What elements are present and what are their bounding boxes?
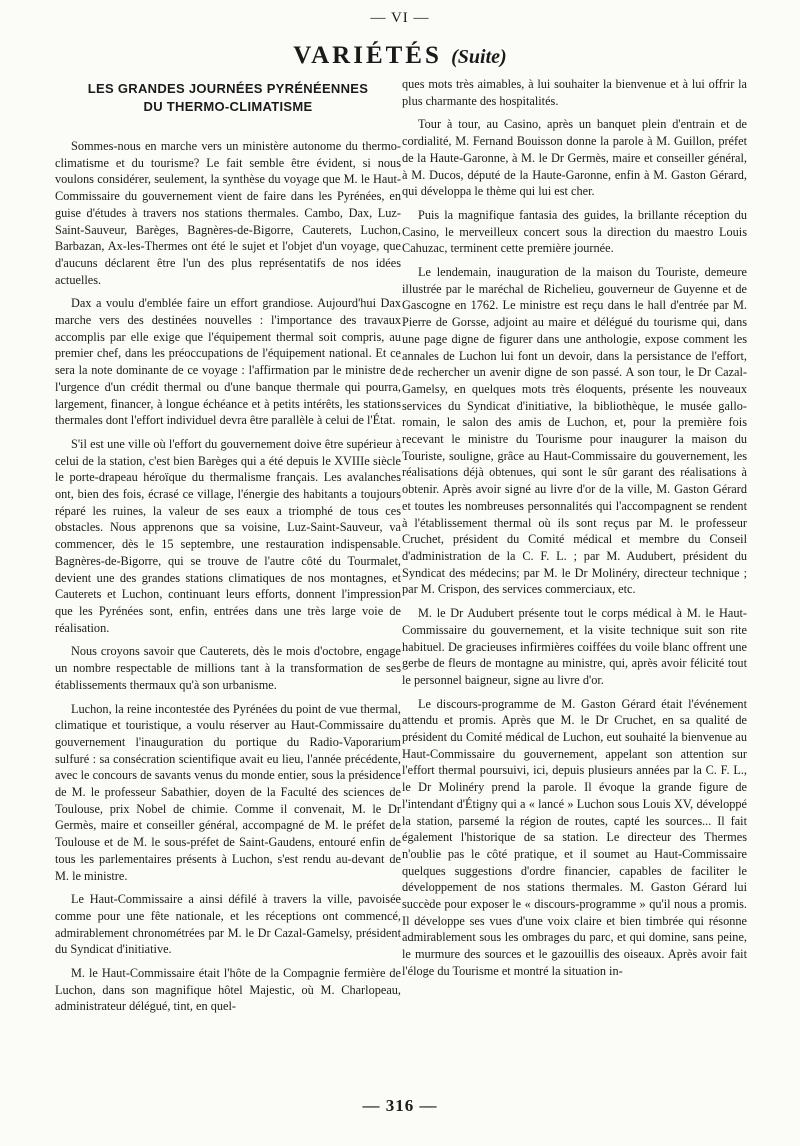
article-title-line-2: DU THERMO-CLIMATISME — [143, 99, 313, 114]
section-name: VARIÉTÉS — [293, 42, 442, 69]
paragraph: Le Haut-Commissaire a ainsi défilé à travers la ville, pavoisée comme pour une fête nationale, et les réceptions ont commencé, admirablement chronométrées par M. le Dr Cazal-Gamelsy, président du Syndicat d'initiative. — [55, 892, 401, 957]
article-title — [55, 80, 401, 116]
paragraph: Le lendemain, inauguration de la maison du Touriste, demeure illustrée par le maréchal de Richelieu, gouverneur de Guyenne et de Gascogne en 1762. Le ministre est reçu dans le hall d'entrée par M. Pierre de Gorsse, adjoint au maire et délégué du tourisme qui, dans une page digne de figurer dans une anthologie, expose comment les annales de Luchon lui font un devoir, dans la persistance de l'effort, de rechercher un avenir digne de son passé. A son tour, le Dr Cazal-Gamelsy, en quelques mots très éloquents, présente les nouveaux services du Syndicat d'initiative, la bibliothèque, le musée gallo-romain, le salon des amis de Luchon, et, pour la première fois recevant le ministre du Tourisme pour inaugurer la maison du Touriste, souligne, grâce au Haut-Commissaire du gouvernement, les réalisations déjà obtenues, qui sont le sûr garant des réalisations à obtenir. Après avoir signé au livre d'or de la ville, M. Gaston Gérard et toutes les nombreuses personnalités qui l'accompagnent se rendent à l'établissement thermal où ils sont reçus par M. le professeur Cruchet, président du Comité médical et membre du Conseil d'administration de la C. F. L. ; par M. Audubert, président du Syndicat des médecins; par M. le Dr Molinéry, directeur technique ; par M. Crispon, des services commerciaux, etc. — [402, 265, 747, 597]
paragraph: Sommes-nous en marche vers un ministère autonome du thermo-climatisme et du tourisme? Le fait semble être évident, si nous voulons considérer, seulement, la synthèse du voyage que M. le Haut-Commissaire du gouvernement vient de faire dans les Pyrénées, en guise d'études à travers nos stations thermales. Cambo, Dax, Luz-Saint-Sauveur, Barèges, Bagnères-de-Bigorre, Cauterets, Luchon, Barbazan, Ax-les-Thermes ont été le sujet et l'objet d'un voyage, que d'aucuns déclarent être l'un des plus représentatifs de nos idées actuelles. — [55, 139, 401, 287]
paragraph: M. le Dr Audubert présente tout le corps médical à M. le Haut-Commissaire du gouvernement, et la visite technique suit son rite habituel. De gracieuses infirmières coiffées du voile blanc offrent une gerbe de fleurs de montagne au ministre, qui, après avoir félicité tout le personnel baigneur, signe au livre d'or. — [402, 606, 747, 687]
section-title — [0, 42, 800, 70]
paragraph: Dax a voulu d'emblée faire un effort grandiose. Aujourd'hui Dax marche vers des destinées nouvelles : l'importance des travaux accomplis par elle exige que l'équipement thermal soit compris, au premier chef, dans les préoccupations de l'équipement national. Et ce sera la note dominante de ce voyage : l'affirmation par le ministre de l'urgence d'un crédit thermal ou d'une banque thermale qui pourra, largement, financer, à longue échéance et à petits intérêts, les stations thermales dont l'effort individuel devra être parallèle à celui de l'État. — [55, 296, 401, 428]
article-title-line-1: LES GRANDES JOURNÉES PYRÉNÉENNES — [87, 81, 369, 96]
page-number: — 316 — — [362, 1096, 438, 1115]
paragraph: Puis la magnifique fantasia des guides, la brillante réception du Casino, le merveilleux concert sous la direction du maestro Louis Cahuzac, terminent cette première journée. — [402, 207, 747, 256]
paragraph: Tour à tour, au Casino, après un banquet plein d'entrain et de cordialité, M. Fernand Bouisson donne la parole à M. Guillon, préfet de la Haute-Garonne, à M. le Dr Germès, maire et conseiller général, à M. Ducos, député de la Haute-Garonne, enfin à M. Gaston Gérard, qui développa le thème qui lui est cher. — [402, 117, 747, 199]
roman-page-number: — VI — — [370, 10, 430, 26]
paragraph-continued: ques mots très aimables, à lui souhaiter la bienvenue et à lui offrir la plus charmante des hospitalités. — [402, 77, 747, 108]
paragraph: Nous croyons savoir que Cauterets, dès le mois d'octobre, engage un nombre respectable de millions tant à la transformation de ses établissements thermaux qu'à son urbanisme. — [55, 644, 401, 692]
left-column — [55, 78, 401, 1022]
paragraph: M. le Haut-Commissaire était l'hôte de la Compagnie fermière de Luchon, dans son magnifique hôtel Majestic, où M. Charlopeau, administrateur délégué, tint, en quel- — [55, 966, 401, 1014]
paragraph: S'il est une ville où l'effort du gouvernement doive être supérieur à celui de la station, c'est bien Barèges qui a été depuis le XVIIIe siècle le porte-drapeau héroïque du thermalisme français. Les avalanches ont, bien des fois, écrasé ce village, l'énergie des habitants a toujours réparé les ruines, la valeur de ses eaux a triomphé de tous ces obstacles. Nous apprenons que sa voisine, Luz-Saint-Sauveur, va commencer, dès le 15 septembre, une restauration indispensable. Bagnères-de-Bigorre, qui se trouve de l'autre côté du Tourmalet, devient une des grandes stations climatiques de nos montagnes, et Cauterets et Luchon, continuant leurs efforts, donnent l'impression que les Pyrénées sont, enfin, entrées dans une très large voie de réalisation. — [55, 436, 401, 635]
section-suite: (Suite) — [451, 46, 507, 68]
paragraph: Le discours-programme de M. Gaston Gérard était l'événement attendu et promis. Après que M. le Dr Cruchet, en sa qualité de président du Comité médical de Luchon, eut souhaité la bienvenue au Haut-Commissaire du gouvernement, appelant son attention sur l'effort thermal poursuivi, ici, depuis plusieurs années par la C. F. L., le Dr Molinéry prend la parole. Il évoque la grande figure de l'intendant d'Étigny qui a « lancé » Luchon sous Louis XV, développé la station, parsemé la région de routes, capté les sources... Il fait également l'historique de sa station. Le directeur des Thermes n'oublie pas le côté pratique, et il soumet au Haut-Commissaire quelques suggestions d'ordre financier, capables de faciliter le développement de nos stations thermales. M. Gaston Gérard lui succède pour exposer le « discours-programme » qu'il nous a promis. Il développe ses vues d'une voix claire et bien timbrée qui résonne admirablement sous les ombrages du parc, et qui domine, sans peine, le murmure des sources et le gazouillis des oiseaux. Après avoir fait l'éloge du Tourisme et montré la situation in- — [402, 696, 747, 978]
paragraph: Luchon, la reine incontestée des Pyrénées du point de vue thermal, climatique et touristique, a voulu réserver au Haut-Commissaire du gouvernement l'inauguration du portique du Radio-Vaporarium sulfuré : sa consécration scientifique avait eu lieu, l'année précédente, avec le concours de savants venus du monde entier, sous la présidence de M. le professeur Sabathier, doyen de la Faculté des sciences de Toulouse, prix Nobel de chimie. Comme il convenait, M. le Dr Germès, maire et conseiller général, accompagné de M. le préfet de Toulouse et de M. le sous-préfet de Saint-Gaudens, entouré enfin de tous les parlementaires présents à Luchon, s'est rendu au-devant de M. le ministre. — [55, 701, 401, 883]
right-column — [402, 76, 747, 987]
